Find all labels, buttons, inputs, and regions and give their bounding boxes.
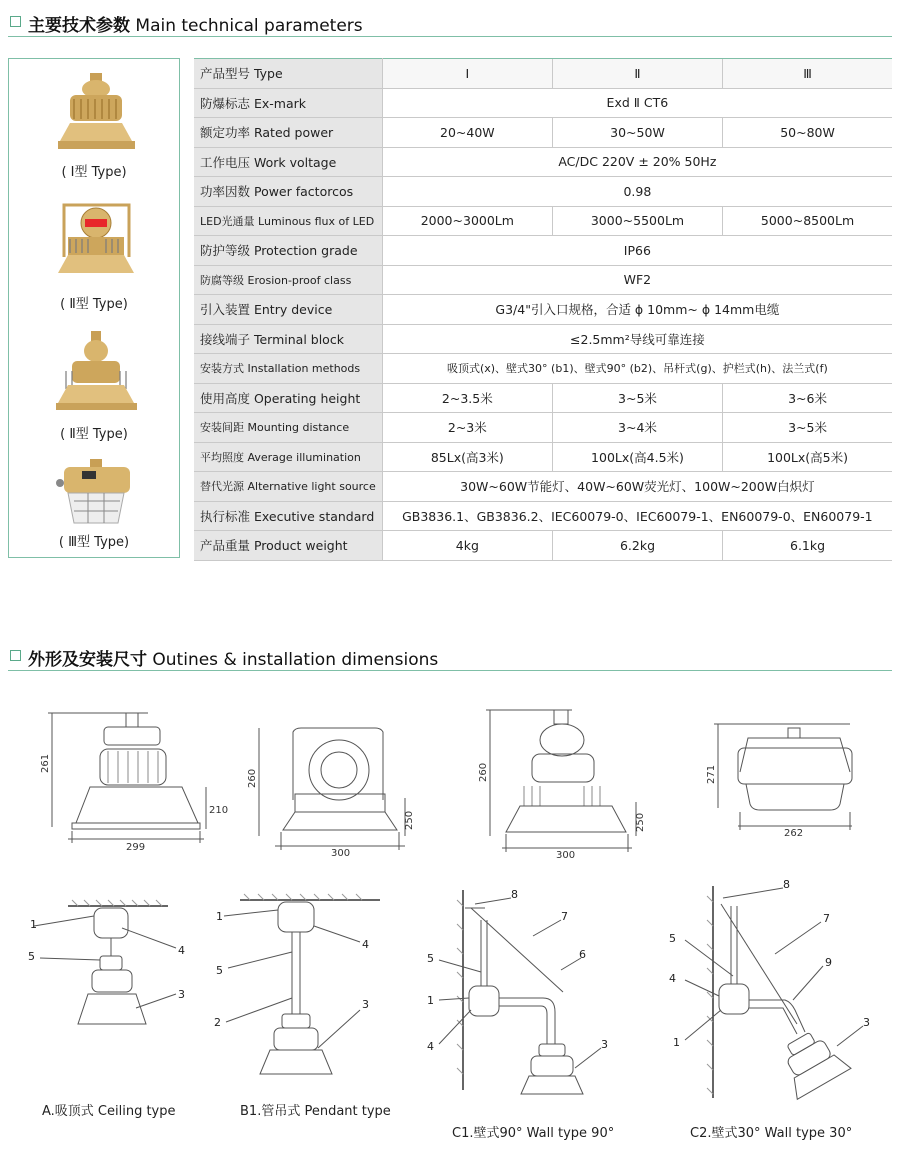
section-title: 主要技术参数 Main technical parameters — [28, 16, 363, 36]
row-value: 100Lx(高5米) — [723, 442, 892, 472]
row-value: 3~5米 — [723, 413, 892, 443]
dim-width: 300 — [556, 850, 576, 858]
spec-table — [194, 58, 892, 561]
row-value: 50~80W — [723, 118, 892, 148]
dimension-drawing-type1 — [38, 705, 228, 850]
callout-4: 4 — [178, 944, 185, 957]
row-value: 3000~5500Lm — [552, 206, 722, 236]
lamp-image-panel — [8, 58, 180, 558]
dim-width: 300 — [331, 848, 351, 858]
row-value: 3~6米 — [723, 383, 892, 413]
dim-height: 271 — [706, 764, 717, 784]
row-label: 安装方式 Installation methods — [194, 354, 382, 384]
dim-width: 262 — [784, 828, 804, 839]
dim-height: 261 — [40, 753, 51, 773]
row-value: 4kg — [382, 531, 552, 561]
callout-3: 3 — [362, 998, 369, 1011]
callout-1: 1 — [30, 918, 37, 931]
checkbox-square-icon — [10, 650, 21, 661]
callout-7: 7 — [561, 910, 568, 923]
table-row — [194, 442, 892, 472]
row-value: 20~40W — [382, 118, 552, 148]
row-value: 吸顶式(x)、壁式30° (b1)、壁式90° (b2)、吊杆式(g)、护栏式(h)、法兰式(f) — [382, 354, 892, 384]
dim-height-lower: 250 — [404, 810, 415, 830]
dim-width: 299 — [126, 842, 146, 850]
row-label: 产品重量 Product weight — [194, 531, 382, 561]
section-title: 外形及安装尺寸 Outines & installation dimensions — [28, 650, 439, 670]
row-value: G3/4"引入口规格，合适 ϕ 10mm~ ϕ 14mm电缆 — [382, 295, 892, 325]
table-row — [194, 413, 892, 443]
dimension-drawing-type2 — [476, 706, 661, 858]
callout-1: 1 — [427, 994, 434, 1007]
table-row — [194, 118, 892, 148]
lamp-type3-caption: ( Ⅲ型 Type) — [58, 535, 130, 550]
callout-5: 5 — [216, 964, 223, 977]
table-row — [194, 206, 892, 236]
row-label: 额定功率 Rated power — [194, 118, 382, 148]
row-value: 30W~60W节能灯、40W~60W荧光灯、100W~200W白炽灯 — [382, 472, 892, 502]
col-header-2: Ⅱ — [552, 59, 722, 89]
checkbox-square-icon — [10, 16, 21, 27]
row-label: 安装间距 Mounting distance — [194, 413, 382, 443]
row-label: 引入装置 Entry device — [194, 295, 382, 325]
callout-7: 7 — [823, 912, 830, 925]
table-row — [194, 531, 892, 561]
row-value: 3~4米 — [552, 413, 722, 443]
row-label: 使用高度 Operating height — [194, 383, 382, 413]
dim-height-lower: 210 — [209, 805, 228, 816]
row-label: 平均照度 Average illumination — [194, 442, 382, 472]
table-row — [194, 88, 892, 118]
table-row — [194, 324, 892, 354]
dim-height: 260 — [478, 762, 489, 782]
table-row — [194, 177, 892, 207]
callout-3: 3 — [178, 988, 185, 1001]
col-header-3: Ⅲ — [723, 59, 892, 89]
dimension-drawing-type3 — [700, 718, 870, 843]
row-value: 2~3米 — [382, 413, 552, 443]
row-value: 30~50W — [552, 118, 722, 148]
install-diagram-wall90 — [425, 880, 625, 1095]
callout-3: 3 — [601, 1038, 608, 1051]
callout-9: 9 — [825, 956, 832, 969]
install-caption-wall90: C1.壁式90° Wall type 90° — [452, 1126, 615, 1141]
row-label: LED光通量 Luminous flux of LED — [194, 206, 382, 236]
row-label: 产品型号 Type — [194, 59, 382, 89]
row-value: 5000~8500Lm — [723, 206, 892, 236]
table-row — [194, 147, 892, 177]
install-diagram-ceiling — [28, 898, 198, 1038]
callout-5: 5 — [28, 950, 35, 963]
row-value: 6.2kg — [552, 531, 722, 561]
callout-1: 1 — [673, 1036, 680, 1049]
row-value: WF2 — [382, 265, 892, 295]
callout-3: 3 — [863, 1016, 870, 1029]
lamp-type2-image — [54, 329, 139, 414]
row-value: 100Lx(高4.5米) — [552, 442, 722, 472]
col-header-1: Ⅰ — [382, 59, 552, 89]
table-row — [194, 501, 892, 531]
lamp-type2b-caption: ( Ⅱ型 Type) — [60, 427, 128, 442]
row-label: 防护等级 Protection grade — [194, 236, 382, 266]
callout-5: 5 — [669, 932, 676, 945]
row-label: 功率因数 Power factorcos — [194, 177, 382, 207]
row-value: 85Lx(高3米) — [382, 442, 552, 472]
table-row — [194, 295, 892, 325]
install-caption-pendant: B1.管吊式 Pendant type — [240, 1104, 391, 1119]
callout-4: 4 — [669, 972, 676, 985]
table-row — [194, 383, 892, 413]
callout-1: 1 — [216, 910, 223, 923]
dim-height-lower: 250 — [635, 812, 646, 832]
row-label: 执行标准 Executive standard — [194, 501, 382, 531]
install-caption-wall30: C2.壁式30° Wall type 30° — [690, 1126, 853, 1141]
install-diagram-wall30 — [665, 876, 875, 1106]
row-label: 防腐等级 Erosion-proof class — [194, 265, 382, 295]
lamp-type2-frame-image — [54, 197, 139, 282]
row-label: 接线端子 Terminal block — [194, 324, 382, 354]
callout-8: 8 — [783, 878, 790, 891]
table-row — [194, 265, 892, 295]
install-diagram-pendant — [210, 888, 390, 1088]
row-label: 防爆标志 Ex-mark — [194, 88, 382, 118]
row-value: 2~3.5米 — [382, 383, 552, 413]
callout-2: 2 — [214, 1016, 221, 1029]
row-value: 0.98 — [382, 177, 892, 207]
row-label: 工作电压 Work voltage — [194, 147, 382, 177]
callout-6: 6 — [579, 948, 586, 961]
callout-8: 8 — [511, 888, 518, 901]
row-value: GB3836.1、GB3836.2、IEC60079-0、IEC60079-1、EN60079-0、EN60079-1 — [382, 501, 892, 531]
table-row — [194, 354, 892, 384]
row-value: Exd Ⅱ CT6 — [382, 88, 892, 118]
section-header-dimensions — [8, 644, 892, 671]
row-value: 2000~3000Lm — [382, 206, 552, 236]
row-value: ≤2.5mm²导线可靠连接 — [382, 324, 892, 354]
lamp-type3-image — [54, 457, 139, 542]
row-label: 替代光源 Alternative light source — [194, 472, 382, 502]
row-value: 3~5米 — [552, 383, 722, 413]
install-caption-ceiling: A.吸顶式 Ceiling type — [42, 1104, 176, 1119]
row-value: 6.1kg — [723, 531, 892, 561]
table-row — [194, 472, 892, 502]
lamp-type1-image — [54, 71, 139, 156]
row-value: AC/DC 220V ± 20% 50Hz — [382, 147, 892, 177]
dimension-drawing-type2-frame — [245, 718, 425, 858]
callout-5: 5 — [427, 952, 434, 965]
table-header-row — [194, 59, 892, 89]
lamp-type1-caption: ( Ⅰ型 Type) — [61, 165, 127, 180]
callout-4: 4 — [362, 938, 369, 951]
callout-4: 4 — [427, 1040, 434, 1053]
lamp-type2a-caption: ( Ⅱ型 Type) — [60, 297, 128, 312]
dim-height: 260 — [247, 768, 258, 788]
row-value: IP66 — [382, 236, 892, 266]
table-row — [194, 236, 892, 266]
section-header-parameters — [8, 10, 892, 37]
